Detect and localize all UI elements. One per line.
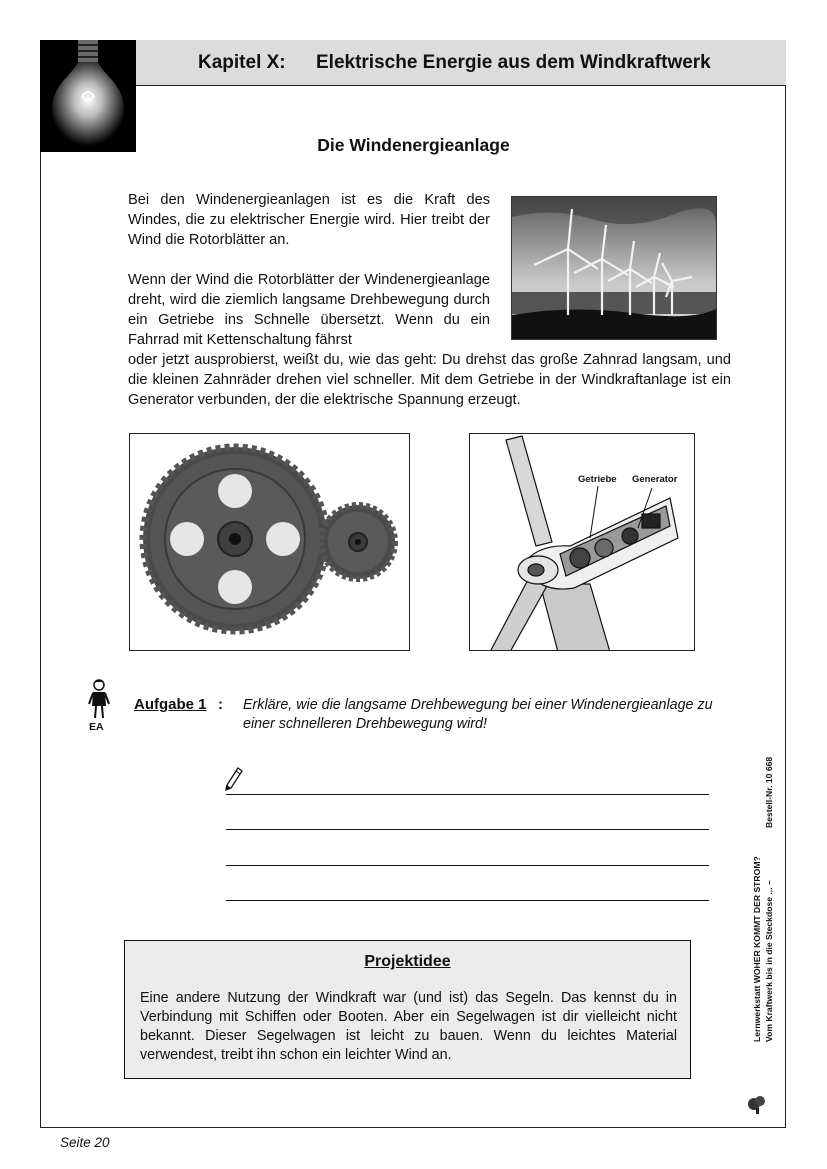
label-generator: Generator [632, 474, 678, 485]
single-work-icon [88, 678, 110, 720]
label-gearbox: Getriebe [578, 474, 617, 485]
wind-farm-photo [511, 196, 717, 340]
answer-line[interactable] [226, 829, 709, 830]
gears-illustration [129, 433, 410, 651]
chapter-title: Elektrische Energie aus dem Windkraftwerk [316, 52, 711, 73]
sidebar-subtitle: Vom Kraftwerk bis in die Steckdose ... – [764, 880, 774, 1042]
answer-line[interactable] [226, 794, 709, 795]
chapter-number: Kapitel X: [198, 52, 286, 73]
project-text: Eine andere Nutzung der Windkraft war (und ist) das Segeln. Das kennst du in Verbindung mit Schiffen oder Booten. Aber ein Segelwagen ist dir vielleicht nicht bekannt. Dieser Segelwagen ist leicht zu bauen. Wenn du leichtes Material verwendest, treibt ihn schon ein leichter Wind an. [140, 990, 677, 1063]
paragraph-bicycle: oder jetzt ausprobierst, weißt du, wie das geht: Du drehst das große Zahnrad langsam, und die kleinen Zahnräder drehen viel schneller. Mit dem Getriebe in der Windkraftanlage ist ein Generator verbunden, der die elektrische Spannung erzeugt. [128, 352, 731, 408]
publisher-sidebar [752, 742, 784, 1042]
chapter-header [136, 40, 786, 86]
task-label: Aufgabe 1 [134, 696, 207, 713]
work-form-badge: EA [89, 721, 104, 733]
answer-line[interactable] [226, 900, 709, 901]
paragraph-intro: Bei den Windenergieanlagen ist es die Kraft des Windes, die zu elektrischer Energie wird. Hier treibt der Wind die Rotorblätter an. [128, 192, 490, 248]
turbine-nacelle-diagram [469, 433, 695, 651]
publisher-logo [745, 1092, 777, 1116]
pencil-icon [224, 766, 244, 792]
answer-line[interactable] [226, 865, 709, 866]
task-text: Erkläre, wie die langsame Drehbewegung bei einer Windenergieanlage zu einer schnelleren Drehbewegung wird! [243, 697, 713, 732]
paragraph-gear: Wenn der Wind die Rotorblätter der Windenergieanlage dreht, wird die ziemlich langsame Drehbewegung durch ein Getriebe ins Schnelle übersetzt. Wenn du ein Fahrrad mit Kettenschaltung fährst [128, 272, 490, 348]
sidebar-series: Lernwerkstatt WOHER KOMMT DER STROM? [752, 856, 762, 1042]
page-number: Seite 20 [60, 1135, 110, 1150]
section-title: Die Windenergieanlage [317, 135, 510, 155]
task-colon: : [218, 696, 223, 713]
sidebar-order-number: Bestell-Nr. 10 668 [764, 756, 774, 828]
project-title: Projektidee [364, 953, 451, 970]
project-idea-box [124, 940, 691, 1079]
